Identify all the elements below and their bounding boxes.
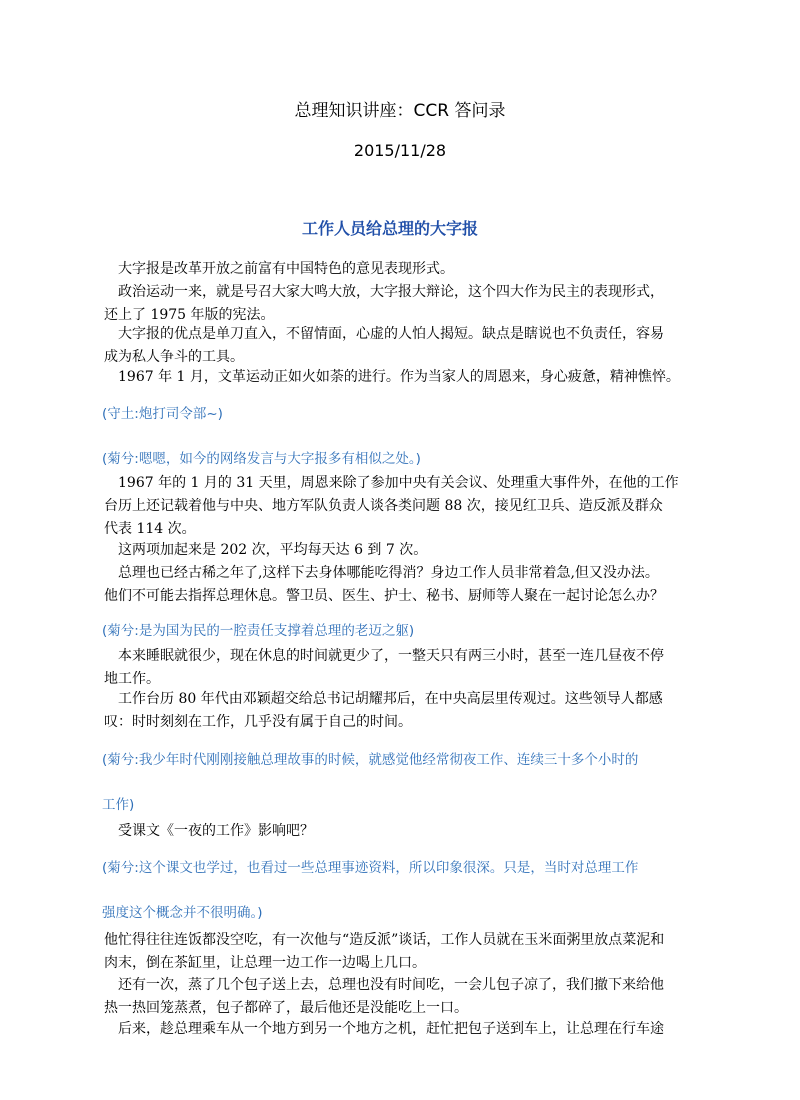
text-line: 叹：时时刻刻在工作，几乎没有属于自己的时间。 <box>104 714 412 730</box>
paragraph-3 <box>104 323 684 369</box>
comment-4-continued <box>102 793 702 813</box>
text-line: 后来，趁总理乘车从一个地方到另一个地方之机，赶忙把包子送到车上，让总理在行车途 <box>118 1021 664 1037</box>
text-line: 地工作。 <box>104 671 160 687</box>
text-line: 他们不可能去指挥总理休息。警卫员、医生、护士、秘书、厨师等人聚在一起讨论怎么办？ <box>104 588 664 604</box>
paragraph-12 <box>104 974 684 1020</box>
comment-line: 强度这个概念并不很明确。) <box>102 905 263 921</box>
text-line: 热一热回笼蒸煮，包子都碎了，最后他还是没能吃上一口。 <box>104 1000 468 1016</box>
comment-2 <box>102 447 702 467</box>
comment-5 <box>102 856 702 876</box>
comment-line: (守土:炮打司令部~) <box>102 406 223 422</box>
text-line: 代表 114 次。 <box>104 521 196 537</box>
page-date: 2015/11/28 <box>353 141 447 160</box>
text-line: 政治运动一来，就是号召大家大鸣大放，大字报大辩论，这个四大作为民主的表现形式， <box>118 284 664 300</box>
text-line: 这两项加起来是 202 次，平均每天达 6 到 7 次。 <box>118 542 428 558</box>
paragraph-7 <box>104 562 684 608</box>
paragraph-4 <box>104 366 684 389</box>
text-line: 大字报的优点是单刀直入，不留情面，心虚的人怕人揭短。缺点是瞎说也不负责任，容易 <box>118 326 664 342</box>
paragraph-5 <box>104 472 684 541</box>
article-heading: 工作人员给总理的大字报 <box>301 219 478 238</box>
text-line: 还上了 1975 年版的宪法。 <box>104 307 275 323</box>
text-line: 1967 年的 1 月的 31 天里，周恩来除了参加中央有关会议、处理重大事件外，在他的工作 <box>118 475 679 491</box>
paragraph-1 <box>104 258 684 281</box>
text-line: 还有一次，蒸了几个包子送上去，总理也没有时间吃，一会儿包子凉了，我们撤下来给他 <box>118 977 664 993</box>
comment-3 <box>102 619 702 639</box>
comment-5-continued <box>102 901 702 921</box>
text-line: 肉末，倒在茶缸里，让总理一边工作一边喝上几口。 <box>104 955 426 971</box>
paragraph-6 <box>104 539 684 562</box>
text-line: 受课文《一夜的工作》影响吧？ <box>118 823 314 839</box>
comment-line: (菊兮:这个课文也学过，也看过一些总理事迹资料，所以印象很深。只是，当时对总理工作 <box>102 860 639 876</box>
page-title: 总理知识讲座：CCR 答问录 <box>294 101 506 121</box>
text-line: 大字报是改革开放之前富有中国特色的意见表现形式。 <box>118 261 454 277</box>
paragraph-13 <box>104 1018 684 1041</box>
comment-line: (菊兮:嗯嗯，如今的网络发言与大字报多有相似之处。) <box>102 451 421 467</box>
text-line: 他忙得往往连饭都没空吃，有一次他与“造反派”谈话，工作人员就在玉米面粥里放点菜泥和 <box>104 932 665 948</box>
comment-line: 工作) <box>102 797 135 813</box>
text-line: 总理也已经古稀之年了,这样下去身体哪能吃得消？身边工作人员非常着急,但又没办法。 <box>118 565 659 581</box>
paragraph-2 <box>104 281 684 327</box>
text-line: 台历上还记载着他与中央、地方军队负责人谈各类问题 88 次，接见红卫兵、造反派及群众 <box>104 498 663 514</box>
paragraph-11 <box>104 929 684 975</box>
paragraph-8 <box>104 645 684 691</box>
paragraph-9 <box>104 688 684 734</box>
text-line: 工作台历 80 年代由邓颖超交给总书记胡耀邦后，在中央高层里传观过。这些领导人都感 <box>118 691 663 707</box>
comment-line: (菊兮:我少年时代刚刚接触总理故事的时候，就感觉他经常彻夜工作、连续三十多个小时的 <box>102 752 639 768</box>
comment-1 <box>102 402 702 422</box>
text-line: 1967 年 1 月，文革运动正如火如荼的进行。作为当家人的周恩来，身心疲惫，精神憔悴。 <box>118 369 680 385</box>
text-line: 成为私人争斗的工具。 <box>104 349 244 365</box>
comment-4 <box>102 748 702 768</box>
text-line: 本来睡眠就很少，现在休息的时间就更少了，一整天只有两三小时，甚至一连几昼夜不停 <box>118 648 664 664</box>
paragraph-10 <box>104 820 684 843</box>
comment-line: (菊兮:是为国为民的一腔责任支撑着总理的老迈之躯) <box>102 623 415 639</box>
